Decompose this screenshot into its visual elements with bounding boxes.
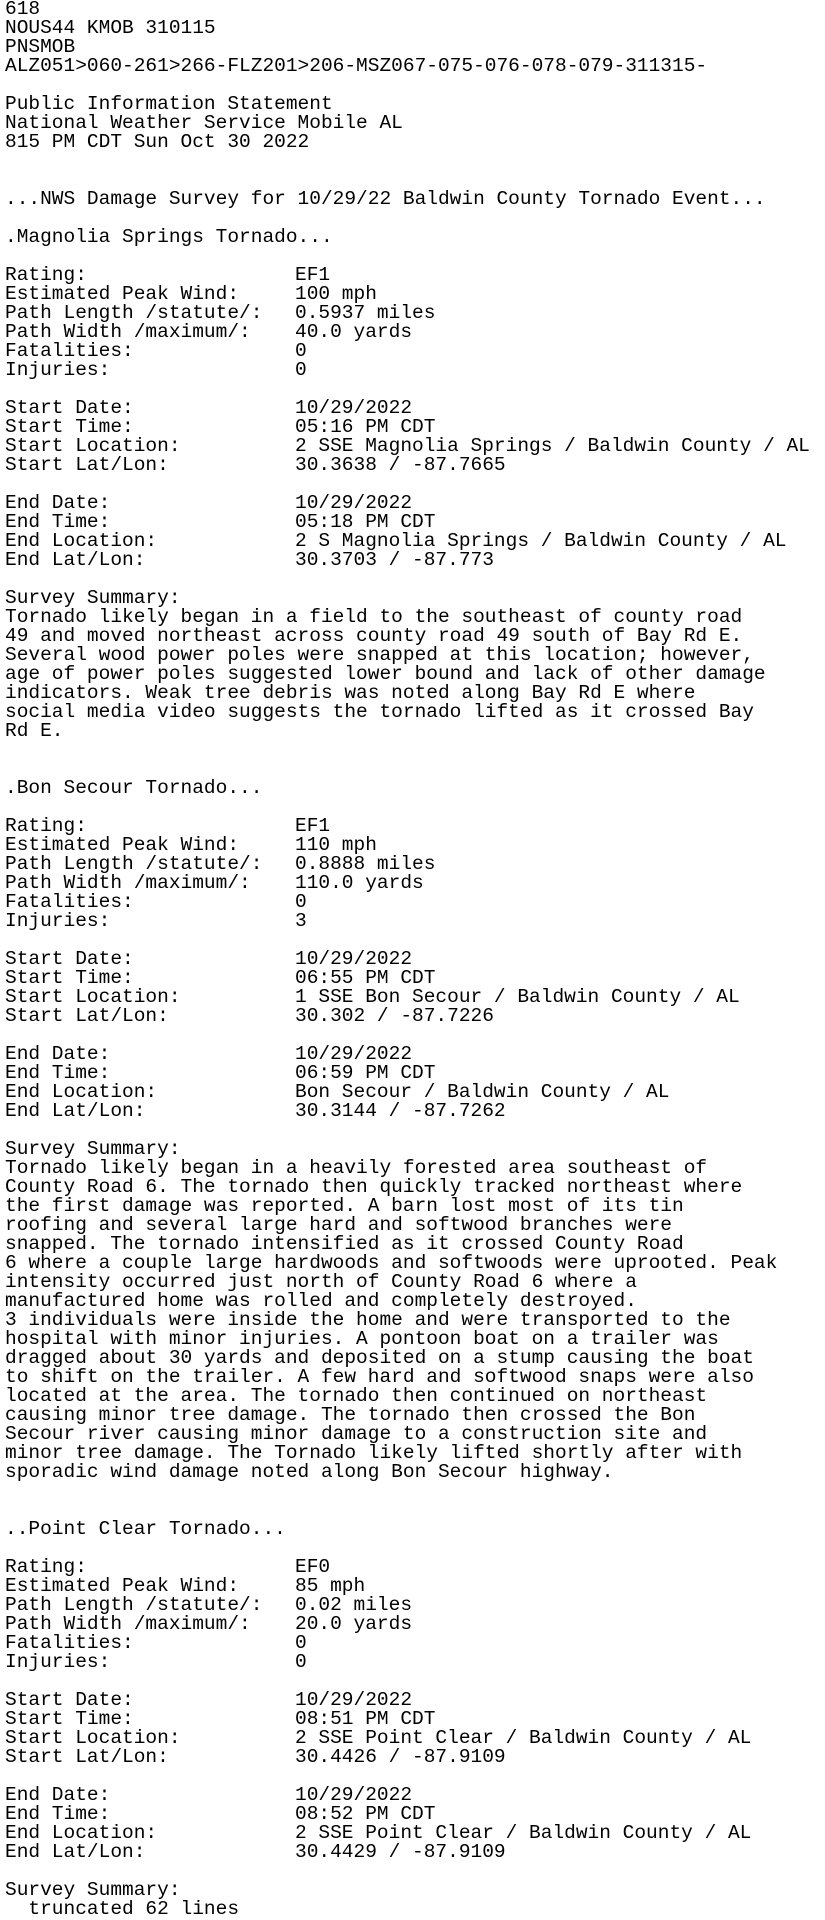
field-value: 110.0 yards bbox=[295, 872, 424, 894]
field-label: End Date: bbox=[5, 1043, 111, 1065]
header-line: ...NWS Damage Survey for 10/29/22 Baldwin County Tornado Event... bbox=[5, 188, 766, 210]
field-label: Start Date: bbox=[5, 948, 134, 970]
field-value: 85 mph bbox=[295, 1575, 366, 1597]
field-label: Start Time: bbox=[5, 1708, 134, 1730]
field-value: EF1 bbox=[295, 264, 331, 286]
field-label: Estimated Peak Wind: bbox=[5, 1575, 240, 1597]
header-line: PNSMOB bbox=[5, 36, 76, 58]
field-label: Fatalities: bbox=[5, 340, 134, 362]
header-line: 618 bbox=[5, 0, 41, 20]
field-label: End Date: bbox=[5, 492, 111, 514]
field-label: Rating: bbox=[5, 1556, 87, 1578]
header-line: NOUS44 KMOB 310115 bbox=[5, 17, 216, 39]
field-value: 08:51 PM CDT bbox=[295, 1708, 436, 1730]
survey-summary-line: Secour river causing minor damage to a construction site and bbox=[5, 1423, 708, 1445]
field-label: End Location: bbox=[5, 1822, 158, 1844]
field-value: 20.0 yards bbox=[295, 1613, 413, 1635]
field-value: 0.8888 miles bbox=[295, 853, 436, 875]
field-row bbox=[5, 1634, 825, 1653]
survey-summary-line: intensity occurred just north of County Road 6 where a bbox=[5, 1271, 637, 1293]
blank-line bbox=[5, 1767, 825, 1786]
header-line: ALZ051>060-261>266-FLZ201>206-MSZ067-075-076-078-079-311315- bbox=[5, 55, 708, 77]
survey-summary-line: located at the area. The tornado then continued on northeast bbox=[5, 1385, 708, 1407]
field-label: Estimated Peak Wind: bbox=[5, 834, 240, 856]
field-value: 10/29/2022 bbox=[295, 1784, 413, 1806]
survey-summary-line: Tornado likely began in a field to the southeast of county road bbox=[5, 606, 743, 628]
survey-summary-line: manufactured home was rolled and completely destroyed. bbox=[5, 1290, 637, 1312]
field-label: Path Width /maximum/: bbox=[5, 872, 251, 894]
header-line: 815 PM CDT Sun Oct 30 2022 bbox=[5, 131, 310, 153]
survey-summary-line: Tornado likely began in a heavily forested area southeast of bbox=[5, 1157, 708, 1179]
field-label: End Lat/Lon: bbox=[5, 549, 146, 571]
survey-summary-line: causing minor tree damage. The tornado then crossed the Bon bbox=[5, 1404, 696, 1426]
survey-summary-line: truncated 62 lines bbox=[5, 1898, 240, 1920]
field-value: 08:52 PM CDT bbox=[295, 1803, 436, 1825]
field-value: 2 SSE Point Clear / Baldwin County / AL bbox=[295, 1727, 752, 1749]
field-label: End Lat/Lon: bbox=[5, 1841, 146, 1863]
field-label: Rating: bbox=[5, 815, 87, 837]
field-value: 10/29/2022 bbox=[295, 492, 413, 514]
field-value: 0 bbox=[295, 340, 307, 362]
blank-line bbox=[5, 741, 825, 760]
field-value: 30.302 / -87.7226 bbox=[295, 1005, 494, 1027]
survey-summary-line: age of power poles suggested lower bound and lack of other damage bbox=[5, 663, 766, 685]
blank-line bbox=[5, 1539, 825, 1558]
blank-line bbox=[5, 1026, 825, 1045]
survey-summary-line: County Road 6. The tornado then quickly tracked northeast where bbox=[5, 1176, 743, 1198]
survey-summary-line: 6 where a couple large hardwoods and softwoods were uprooted. Peak bbox=[5, 1252, 778, 1274]
field-label: Path Width /maximum/: bbox=[5, 1613, 251, 1635]
field-value: 0 bbox=[295, 1651, 307, 1673]
blank-line bbox=[5, 152, 825, 171]
field-label: Start Lat/Lon: bbox=[5, 1005, 169, 1027]
field-label: Start Location: bbox=[5, 1727, 181, 1749]
survey-summary-line: minor tree damage. The Tornado likely lifted shortly after with bbox=[5, 1442, 743, 1464]
field-label: Start Lat/Lon: bbox=[5, 454, 169, 476]
field-row bbox=[5, 1748, 825, 1767]
survey-summary-line: 49 and moved northeast across county road 49 south of Bay Rd E. bbox=[5, 625, 743, 647]
field-value: 2 SSE Point Clear / Baldwin County / AL bbox=[295, 1822, 752, 1844]
field-row bbox=[5, 893, 825, 912]
survey-summary-line: dragged about 30 yards and deposited on a stump causing the boat bbox=[5, 1347, 754, 1369]
survey-summary-line: hospital with minor injuries. A pontoon boat on a trailer was bbox=[5, 1328, 719, 1350]
field-value: 05:16 PM CDT bbox=[295, 416, 436, 438]
field-label: Path Length /statute/: bbox=[5, 1594, 263, 1616]
field-label: Fatalities: bbox=[5, 891, 134, 913]
field-label: End Location: bbox=[5, 530, 158, 552]
survey-summary-title: Survey Summary: bbox=[5, 1879, 181, 1901]
field-label: Path Width /maximum/: bbox=[5, 321, 251, 343]
field-value: 10/29/2022 bbox=[295, 948, 413, 970]
tornado-heading: .Magnolia Springs Tornado... bbox=[5, 226, 333, 248]
field-value: 0 bbox=[295, 891, 307, 913]
blank-line bbox=[5, 475, 825, 494]
field-value: 06:59 PM CDT bbox=[295, 1062, 436, 1084]
field-label: End Location: bbox=[5, 1081, 158, 1103]
field-value: 0 bbox=[295, 359, 307, 381]
field-value: 2 S Magnolia Springs / Baldwin County / AL bbox=[295, 530, 787, 552]
survey-summary-line: 3 individuals were inside the home and were transported to the bbox=[5, 1309, 731, 1331]
field-row bbox=[5, 456, 825, 475]
survey-summary-line: indicators. Weak tree debris was noted along Bay Rd E where bbox=[5, 682, 696, 704]
field-value: 0.5937 miles bbox=[295, 302, 436, 324]
field-value: 0.02 miles bbox=[295, 1594, 413, 1616]
survey-summary-line: sporadic wind damage noted along Bon Secour highway. bbox=[5, 1461, 614, 1483]
field-label: Start Date: bbox=[5, 397, 134, 419]
field-label: Start Location: bbox=[5, 435, 181, 457]
field-label: Injuries: bbox=[5, 1651, 111, 1673]
field-label: Start Date: bbox=[5, 1689, 134, 1711]
field-label: End Date: bbox=[5, 1784, 111, 1806]
field-value: EF0 bbox=[295, 1556, 331, 1578]
header-line: National Weather Service Mobile AL bbox=[5, 112, 403, 134]
blank-line bbox=[5, 1482, 825, 1501]
survey-summary-line: the first damage was reported. A barn lost most of its tin bbox=[5, 1195, 684, 1217]
survey-summary-line: roofing and several large hard and softwood branches were bbox=[5, 1214, 673, 1236]
field-value: 30.3638 / -87.7665 bbox=[295, 454, 506, 476]
field-value: 0 bbox=[295, 1632, 307, 1654]
field-value: EF1 bbox=[295, 815, 331, 837]
field-label: Start Lat/Lon: bbox=[5, 1746, 169, 1768]
field-label: Fatalities: bbox=[5, 1632, 134, 1654]
field-label: Path Length /statute/: bbox=[5, 302, 263, 324]
field-row bbox=[5, 551, 825, 570]
field-value: Bon Secour / Baldwin County / AL bbox=[295, 1081, 670, 1103]
survey-summary-line: snapped. The tornado intensified as it crossed County Road bbox=[5, 1233, 684, 1255]
field-value: 1 SSE Bon Secour / Baldwin County / AL bbox=[295, 986, 740, 1008]
tornado-heading: .Bon Secour Tornado... bbox=[5, 777, 263, 799]
field-row bbox=[5, 912, 825, 931]
survey-summary-line: to shift on the trailer. A few hard and softwood snaps were also bbox=[5, 1366, 754, 1388]
field-value: 30.3144 / -87.7262 bbox=[295, 1100, 506, 1122]
survey-summary-title: Survey Summary: bbox=[5, 1138, 181, 1160]
field-label: Start Time: bbox=[5, 967, 134, 989]
survey-summary-line: Several wood power poles were snapped at this location; however, bbox=[5, 644, 754, 666]
header-line: Public Information Statement bbox=[5, 93, 333, 115]
field-label: Rating: bbox=[5, 264, 87, 286]
field-value: 110 mph bbox=[295, 834, 377, 856]
field-value: 06:55 PM CDT bbox=[295, 967, 436, 989]
field-value: 30.4426 / -87.9109 bbox=[295, 1746, 506, 1768]
field-label: Path Length /statute/: bbox=[5, 853, 263, 875]
field-value: 30.4429 / -87.9109 bbox=[295, 1841, 506, 1863]
field-row bbox=[5, 1843, 825, 1862]
field-label: End Time: bbox=[5, 1803, 111, 1825]
survey-summary-line: social media video suggests the tornado lifted as it crossed Bay bbox=[5, 701, 754, 723]
field-value: 30.3703 / -87.773 bbox=[295, 549, 494, 571]
field-label: End Lat/Lon: bbox=[5, 1100, 146, 1122]
field-value: 10/29/2022 bbox=[295, 397, 413, 419]
field-label: End Time: bbox=[5, 1062, 111, 1084]
field-value: 10/29/2022 bbox=[295, 1689, 413, 1711]
field-value: 40.0 yards bbox=[295, 321, 413, 343]
field-row bbox=[5, 342, 825, 361]
blank-line bbox=[5, 798, 825, 817]
field-row bbox=[5, 1102, 825, 1121]
field-row bbox=[5, 1007, 825, 1026]
field-label: Estimated Peak Wind: bbox=[5, 283, 240, 305]
field-label: Injuries: bbox=[5, 359, 111, 381]
field-value: 2 SSE Magnolia Springs / Baldwin County / AL bbox=[295, 435, 810, 457]
field-value: 100 mph bbox=[295, 283, 377, 305]
tornado-heading: ..Point Clear Tornado... bbox=[5, 1518, 286, 1540]
field-label: Start Time: bbox=[5, 416, 134, 438]
blank-line bbox=[5, 247, 825, 266]
field-value: 10/29/2022 bbox=[295, 1043, 413, 1065]
field-row bbox=[5, 1653, 825, 1672]
survey-summary-title: Survey Summary: bbox=[5, 587, 181, 609]
field-label: End Time: bbox=[5, 511, 111, 533]
field-row bbox=[5, 361, 825, 380]
field-label: Injuries: bbox=[5, 910, 111, 932]
field-label: Start Location: bbox=[5, 986, 181, 1008]
field-value: 3 bbox=[295, 910, 307, 932]
survey-summary-line: Rd E. bbox=[5, 720, 64, 742]
field-value: 05:18 PM CDT bbox=[295, 511, 436, 533]
